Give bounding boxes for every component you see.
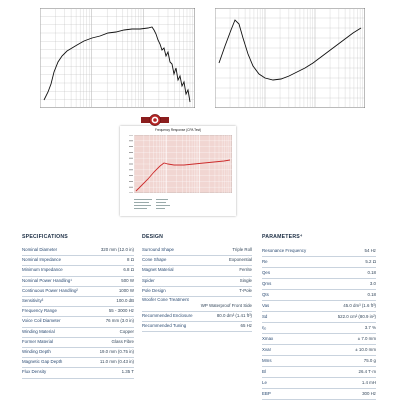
parameters-value: 3.0 (369, 281, 376, 286)
design-value: Exponential (229, 257, 252, 263)
specifications-label: Nominal Diameter (22, 247, 58, 252)
y-tick (129, 181, 133, 182)
specifications-value: Glass Fibre (111, 338, 134, 344)
frequency-response-graph (40, 8, 195, 108)
parameters-value: 45.0 dm³ (1.6 ft³) (343, 303, 376, 308)
specifications-value: Copper (119, 328, 134, 334)
design-label: Recommended Tuning (142, 323, 187, 329)
y-tick (129, 140, 133, 141)
parameters-label: Qes (262, 270, 271, 275)
specifications-row (22, 367, 134, 378)
specifications-value: 11.0 mm (0.43 in) (99, 359, 134, 365)
parameters-value: 522.0 cm² (80.9 in²) (337, 314, 376, 319)
response-plot (134, 135, 232, 193)
design-label: Recommended Enclosure (142, 313, 193, 318)
parameters-label: Xmax (262, 336, 274, 341)
brand-logo-icon (140, 114, 170, 126)
y-tick (129, 146, 133, 147)
specifications-value: 19.0 mm (0.75 in) (99, 349, 134, 354)
parameters-value: 300 Hz (362, 391, 376, 396)
response-sheet-title: Frequency Response (CPA Test) (154, 128, 202, 132)
design-label: Pole Design (142, 287, 166, 293)
y-tick (129, 175, 133, 176)
parameters-label: Qts (262, 292, 269, 297)
y-axis-ticks (126, 135, 134, 193)
specifications-label: Winding Material (22, 328, 55, 334)
specifications-value: 500 W (121, 277, 134, 283)
parameters-label: Vas (262, 303, 270, 308)
specifications-title: SPECIFICATIONS (22, 234, 68, 240)
parameters-row (262, 388, 376, 400)
design-value: Triple Roll (232, 247, 252, 252)
specifications-label: Former Material (22, 338, 53, 344)
specifications-label: Frequency Range (22, 308, 57, 314)
design-value: WP Waterproof Front Side (200, 303, 252, 308)
specifications-value: 1000 W (118, 287, 134, 293)
parameters-value: 54 Hz (364, 248, 376, 253)
parameters-value: 0.18 (367, 292, 376, 297)
design-label: Magnet Material (142, 267, 174, 273)
specifications-label: Continuous Power Handling² (22, 287, 78, 293)
specifications-label: Nominal Power Handling¹ (22, 277, 72, 283)
parameters-value: 5.2 Ω (365, 259, 376, 264)
design-label: Spider (142, 277, 155, 283)
specifications-label: Sensitivity³ (22, 298, 44, 303)
specifications-label: Nominal Impedance (22, 257, 62, 263)
specifications-value: 8 Ω (127, 257, 134, 263)
parameters-value: 3.7 % (364, 325, 376, 330)
design-value: 65 Hz (240, 323, 252, 329)
parameters-value: 26.4 T·m (358, 369, 376, 374)
y-tick (129, 164, 133, 165)
specifications-label: Minimum Impedance (22, 267, 63, 273)
parameters-title: PARAMETERS⁴ (262, 234, 303, 240)
parameters-value: ± 10.0 mm (355, 347, 376, 352)
y-tick (129, 158, 133, 159)
parameters-label: η₀ (262, 325, 267, 330)
specifications-value: 55 - 3000 Hz (108, 308, 134, 314)
specifications-value: 1.35 T (121, 369, 134, 375)
design-title: DESIGN (142, 234, 164, 240)
design-label: Surround Shape (142, 247, 174, 252)
parameters-value: 75.0 g (363, 358, 376, 363)
parameters-label: Resonance Frequency (262, 248, 307, 253)
y-tick (129, 169, 133, 170)
parameters-label: Bl (262, 369, 266, 374)
response-sheet (120, 126, 236, 216)
specifications-value: 320 mm (12.0 in) (100, 247, 134, 252)
specifications-label: Magnetic Gap Depth (22, 359, 63, 365)
specifications-label: Flux Density (22, 369, 47, 375)
parameters-label: Sd (262, 314, 268, 319)
design-row (142, 321, 252, 332)
parameters-value: 0.18 (367, 270, 376, 275)
parameters-label: Mms (262, 358, 272, 363)
parameters-label: EBP (262, 391, 271, 396)
specifications-label: Winding Depth (22, 349, 51, 354)
y-tick (129, 187, 133, 188)
design-value: Single (239, 277, 252, 283)
design-row (142, 296, 252, 312)
design-label: Cone Shape (142, 257, 167, 263)
design-label: Woofer Cone Treatment (142, 297, 189, 302)
design-value: 80.0 dm³ (1.41 ft³) (216, 313, 252, 318)
parameters-value: ± 7.0 mm (357, 336, 376, 341)
impedance-graph (215, 8, 365, 108)
y-tick (129, 152, 133, 153)
specifications-value: 76 mm (3.0 in) (105, 318, 134, 324)
sheet-footer-lines (134, 198, 204, 212)
specifications-value: 100.0 dB (116, 298, 134, 303)
parameters-label: Xvar (262, 347, 272, 352)
parameters-label: Qms (262, 281, 272, 286)
parameters-label: Le (262, 380, 267, 385)
design-value: Ferrite (239, 267, 252, 273)
parameters-label: Re (262, 259, 268, 264)
design-value: T-Pole (239, 287, 252, 293)
parameters-value: 1.4 mH (361, 380, 376, 385)
specifications-value: 6.8 Ω (123, 267, 134, 273)
specifications-label: Voice Coil Diameter (22, 318, 61, 324)
